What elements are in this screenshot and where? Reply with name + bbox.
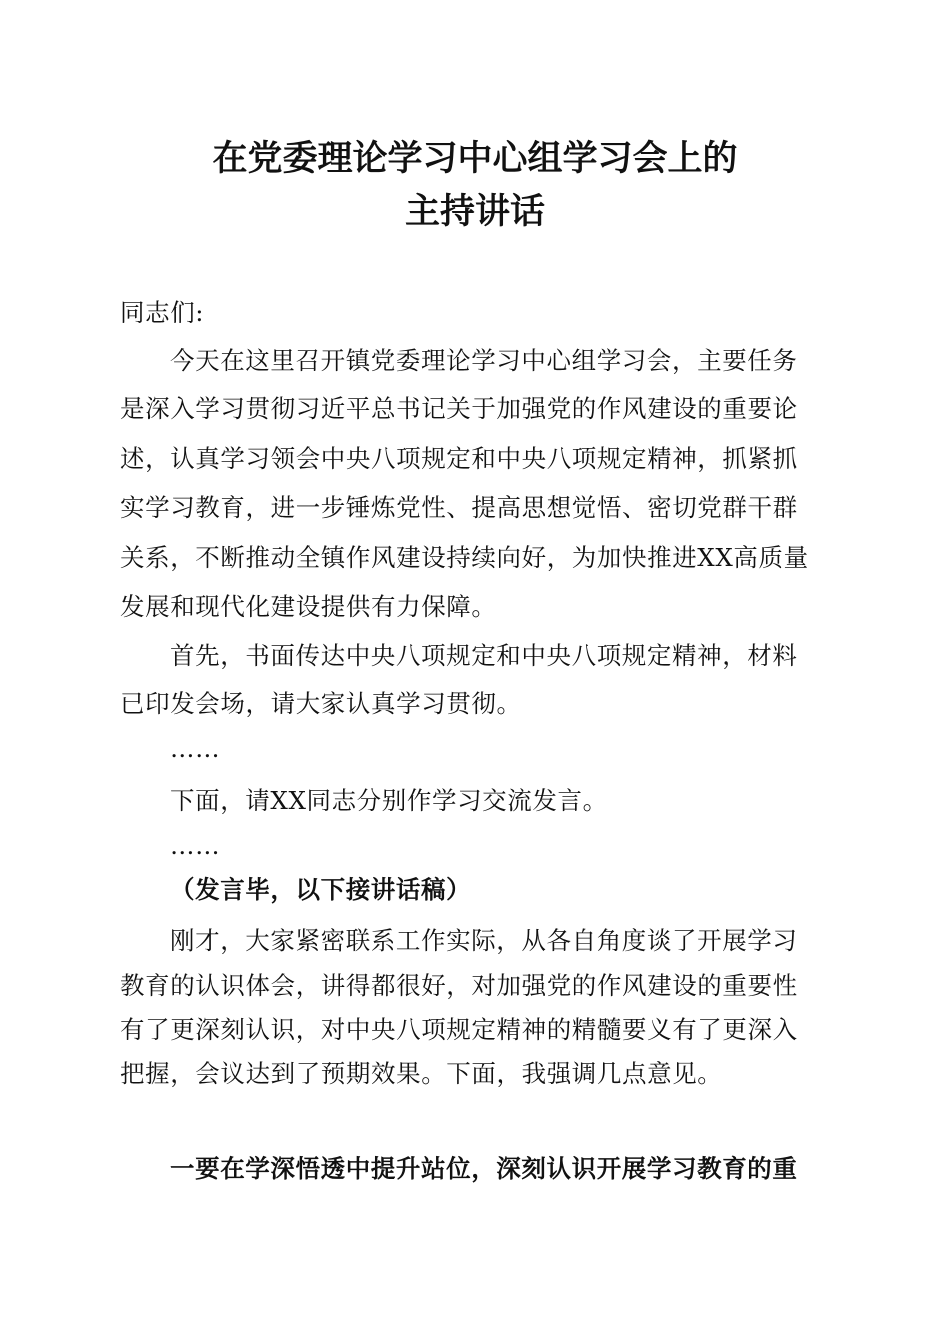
paragraph-4-line: 刚才，大家紧密联系工作实际，从各自角度谈了开展学习 (170, 926, 798, 955)
ellipsis: …… (170, 734, 221, 763)
salutation: 同志们: (120, 298, 205, 327)
paragraph-1-line: 发展和现代化建设提供有力保障。 (120, 592, 497, 621)
document-title-line-2: 主持讲话 (404, 191, 545, 232)
section-heading-1: 一要在学深悟透中提升站位，深刻认识开展学习教育的重 (170, 1154, 798, 1183)
paragraph-1-line: 实学习教育，进一步锤炼党性、提高思想觉悟、密切党群干群 (120, 493, 798, 522)
document-title-line-1: 在党委理论学习中心组学习会上的 (212, 138, 738, 179)
ellipsis: …… (170, 831, 221, 860)
paragraph-1-line: 述，认真学习领会中央八项规定和中央八项规定精神，抓紧抓 (120, 444, 798, 473)
paragraph-4-line: 有了更深刻认识，对中央八项规定精神的精髓要义有了更深入 (120, 1015, 798, 1044)
paragraph-1-line: 关系，不断推动全镇作风建设持续向好，为加快推进XX高质量 (120, 543, 809, 572)
paragraph-2-line: 首先，书面传达中央八项规定和中央八项规定精神，材料 (170, 641, 798, 670)
paragraph-3: 下面，请XX同志分别作学习交流发言。 (170, 786, 608, 815)
paragraph-2-line: 已印发会场，请大家认真学习贯彻。 (120, 689, 522, 718)
paragraph-4-line: 把握，会议达到了预期效果。下面，我强调几点意见。 (120, 1059, 723, 1088)
paragraph-1-line: 今天在这里召开镇党委理论学习中心组学习会，主要任务 (170, 346, 798, 375)
speech-note: （发言毕，以下接讲话稿） (170, 875, 472, 904)
paragraph-1-line: 是深入学习贯彻习近平总书记关于加强党的作风建设的重要论 (120, 394, 798, 423)
paragraph-4-line: 教育的认识体会，讲得都很好，对加强党的作风建设的重要性 (120, 971, 798, 1000)
